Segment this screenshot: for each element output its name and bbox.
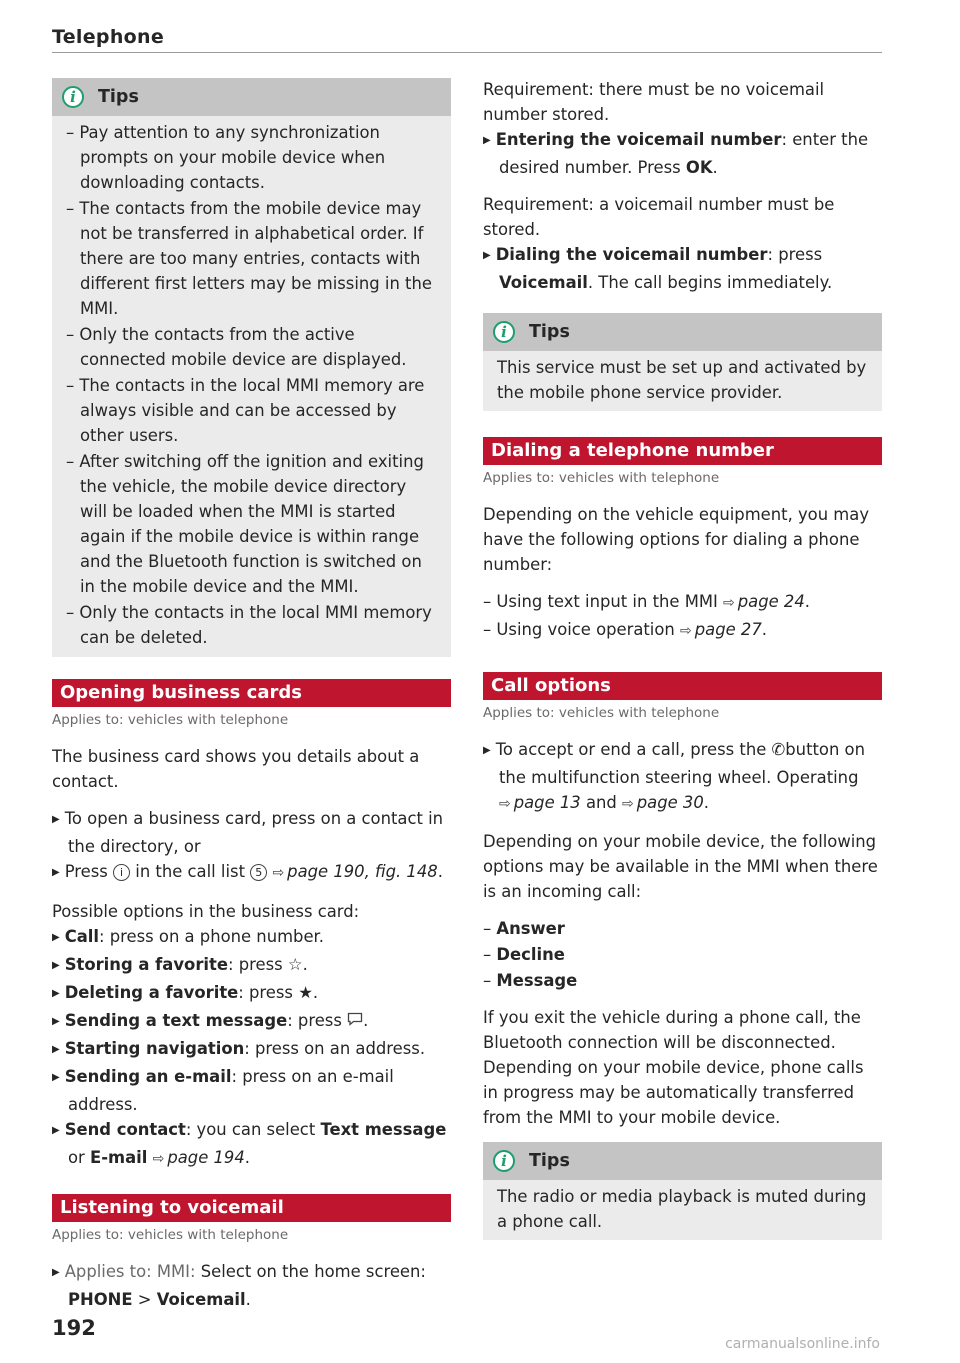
dialing-intro: Depending on the vehicle equipment, you may have the following options for dialing a phone number: (483, 505, 870, 574)
arrow-bullet-icon: ▶ (52, 867, 60, 878)
page-reference[interactable]: ⇨ page 27 (680, 620, 762, 639)
tips-box-contacts (52, 78, 451, 657)
option-navigation: ▶ Starting navigation: press on an address. (52, 1039, 426, 1058)
list-item: – Pay attention to any synchronization prompts on your mobile device when downloading contacts. (66, 123, 386, 192)
page-reference[interactable]: ⇨ page 24 (723, 592, 805, 611)
page-number: 192 (52, 1316, 96, 1340)
step-dial-voicemail: ▶ Dialing the voicemail number: press Voicemail. The call begins immediately. (483, 245, 833, 292)
list-item: – Only the contacts in the local MMI memory can be deleted. (66, 603, 432, 647)
option-send-text: ▶ Sending a text message: press . (52, 1008, 451, 1036)
step-accept-call: ▶ To accept or end a call, press the ✆button on the multifunction steering wheel. Operating ⇨ page 13 and ⇨ page 30. (483, 737, 882, 817)
arrow-bullet-icon: ▶ (483, 135, 491, 146)
tips-body: The radio or media playback is muted during a phone call. (497, 1187, 867, 1231)
section-heading-voicemail: Listening to voicemail (52, 1194, 451, 1222)
list-item: – Decline (483, 945, 565, 964)
page-header-title: Telephone (52, 26, 165, 48)
arrow-bullet-icon: ▶ (52, 1125, 60, 1136)
tips-header (483, 313, 882, 351)
list-item: – Only the contacts from the active connected mobile device are displayed. (66, 325, 407, 369)
option-email: ▶ Sending an e-mail: press on an e-mail address. (52, 1067, 394, 1114)
applies-to-note: Applies to: vehicles with telephone (52, 712, 289, 728)
page-reference[interactable]: ⇨ page 30 (622, 793, 704, 812)
tips-title: Tips (529, 1150, 570, 1171)
step-voicemail: ▶ Applies to: MMI: Select on the home screen: PHONE > Voicemail. (52, 1262, 426, 1309)
arrow-bullet-icon: ▶ (52, 1072, 60, 1083)
section-heading-call-options: Call options (483, 672, 882, 700)
message-bubble-icon (347, 1008, 363, 1033)
incoming-call-intro: Depending on your mobile device, the following options may be available in the MMI when there is an incoming call: (483, 832, 878, 901)
star-outline-icon: ☆ (287, 955, 303, 974)
option-call: ▶ Call: press on a phone number. (52, 927, 324, 946)
arrow-bullet-icon: ▶ (52, 932, 60, 943)
tips-header (52, 78, 451, 116)
phone-handset-icon: ✆ (771, 740, 786, 759)
header-rule (52, 52, 882, 53)
arrow-bullet-icon: ▶ (52, 960, 60, 971)
list-item: – The contacts from the mobile device may not be transferred in alphabetical order. If there are too many entries, contacts with different first letters may be missing in the MMI. (66, 199, 432, 318)
list-item: – Answer (483, 919, 565, 938)
list-item: – After switching off the ignition and exiting the vehicle, the mobile device directory will be loaded when the MMI is started again if the mobile device is within range and the Bluetooth function is switched on in the mobile device and the MMI. (66, 452, 424, 596)
option-delete-favorite: ▶ Deleting a favorite: press ★. (52, 980, 451, 1008)
info-icon: i (493, 1150, 515, 1172)
info-circle-icon: i (113, 864, 130, 881)
arrow-bullet-icon: ▶ (483, 745, 491, 756)
applies-to-note: Applies to: vehicles with telephone (483, 470, 720, 486)
section-heading-dialing: Dialing a telephone number (483, 437, 882, 465)
arrow-bullet-icon: ▶ (52, 814, 60, 825)
section-heading-business-cards: Opening business cards (52, 679, 451, 707)
pointer-icon: ⇨ (680, 623, 692, 639)
pointer-icon: ⇨ (622, 796, 634, 812)
callout-number: 5 (250, 864, 267, 881)
info-icon: i (493, 321, 515, 343)
page-reference[interactable]: ⇨ page 194 (152, 1148, 245, 1167)
requirement-text: Requirement: there must be no voicemail number stored. (483, 80, 825, 124)
arrow-bullet-icon: ▶ (52, 1044, 60, 1055)
requirement-text: Requirement: a voicemail number must be stored. (483, 195, 835, 239)
left-column (52, 78, 451, 1312)
pointer-icon: ⇨ (272, 865, 285, 881)
step-open-card: ▶ To open a business card, press on a contact in the directory, or (52, 809, 444, 856)
arrow-bullet-icon: ▶ (483, 250, 491, 261)
step-enter-voicemail: ▶ Entering the voicemail number: enter the desired number. Press OK. (483, 130, 869, 177)
applies-to-note: Applies to: vehicles with telephone (483, 705, 720, 721)
page-reference[interactable]: ⇨ page 13 (499, 793, 581, 812)
pointer-icon: ⇨ (723, 595, 735, 611)
arrow-bullet-icon: ▶ (52, 1016, 60, 1027)
tips-title: Tips (529, 321, 570, 342)
tips-header (483, 1142, 882, 1180)
pointer-icon: ⇨ (499, 796, 511, 812)
business-intro: The business card shows you details about a contact. (52, 747, 420, 791)
tips-title: Tips (98, 86, 139, 107)
arrow-bullet-icon: ▶ (52, 988, 60, 999)
step-press-info: ▶ Press i in the call list 5 ⇨ page 190, fig. 148. (52, 862, 443, 881)
list-item: – Using voice operation ⇨ page 27. (483, 620, 767, 639)
option-send-contact: ▶ Send contact: you can select Text message or E-mail ⇨ page 194. (52, 1120, 447, 1167)
arrow-bullet-icon: ▶ (52, 1267, 60, 1278)
list-item: – Using text input in the MMI ⇨ page 24. (483, 592, 810, 611)
list-item: – Message (483, 971, 578, 990)
watermark: carmanualsonline.info (725, 1336, 880, 1352)
exit-vehicle-note: If you exit the vehicle during a phone call, the Bluetooth connection will be disconnected. Depending on your mobile device, phone calls in progress may be automatically transferred from the MMI to your mobile device. (483, 1008, 864, 1127)
applies-to-note: Applies to: vehicles with telephone (52, 1227, 289, 1243)
right-column (483, 77, 882, 1250)
options-intro: Possible options in the business card: (52, 902, 360, 921)
tips-body: This service must be set up and activated by the mobile phone service provider. (497, 358, 867, 402)
page-reference[interactable]: ⇨ page 190, fig. 148 (272, 862, 438, 881)
list-item: – The contacts in the local MMI memory are always visible and can be accessed by other users. (66, 376, 425, 445)
star-filled-icon: ★ (298, 983, 313, 1002)
tips-box-muted (483, 1142, 882, 1240)
tips-body (52, 116, 451, 657)
pointer-icon: ⇨ (152, 1151, 165, 1167)
info-icon: i (62, 86, 84, 108)
tips-box-service (483, 313, 882, 411)
option-store-favorite: ▶ Storing a favorite: press ☆. (52, 952, 451, 980)
